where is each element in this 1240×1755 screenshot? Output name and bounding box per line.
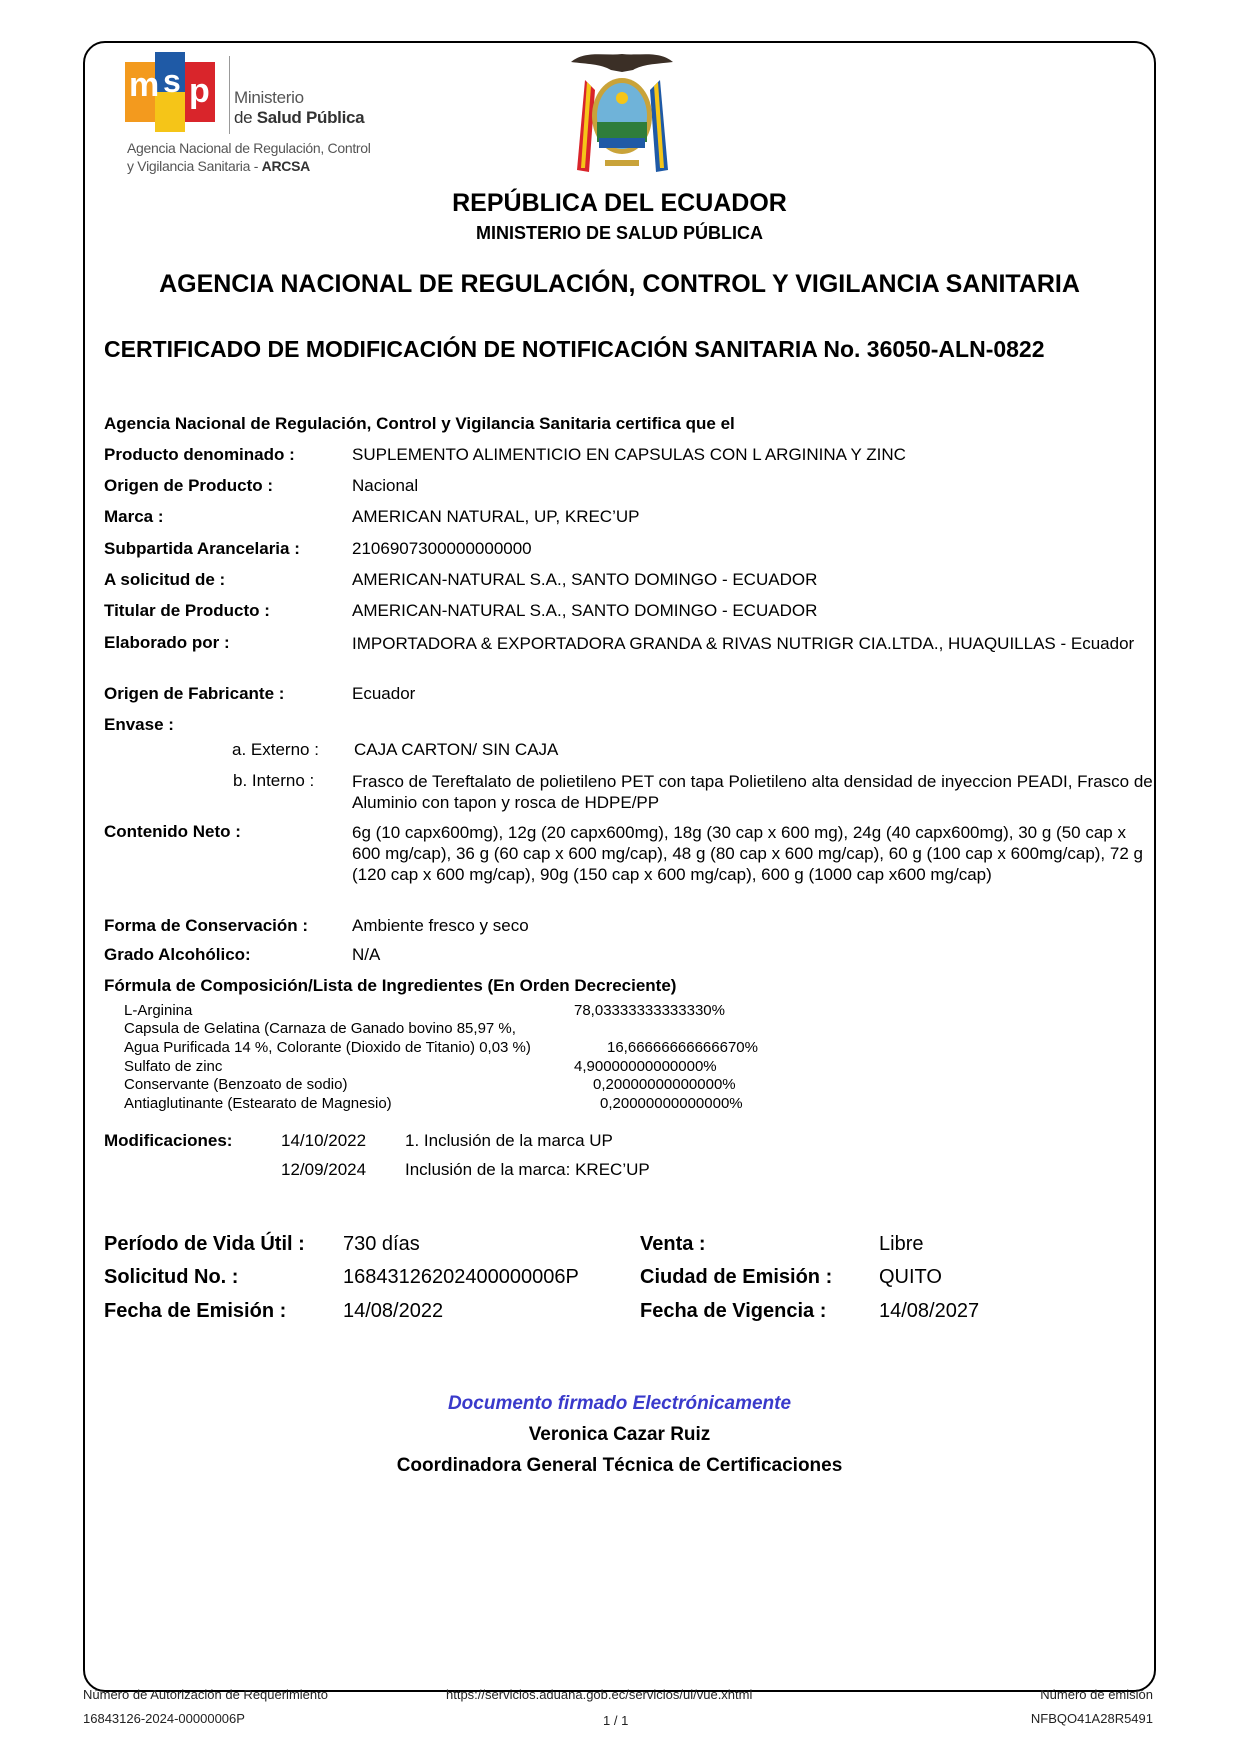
interno-label: b. Interno :: [233, 771, 315, 790]
auth-number-value: 16843126-2024-00000006P: [83, 1711, 245, 1726]
modificacion-date: 14/10/2022: [281, 1131, 367, 1150]
grado-value: N/A: [352, 945, 381, 964]
page-number: 1 / 1: [603, 1713, 629, 1728]
origen-fabricante-value: Ecuador: [352, 684, 416, 703]
solicitud-no-label: Solicitud No. :: [104, 1266, 239, 1288]
interno-value: Frasco de Tereftalato de polietileno PET con tapa Polietileno alta densidad de inyeccion PEADI, Frasco de Aluminio con tapon y rosca de HDPE/PP: [352, 772, 1153, 812]
modificaciones-label: Modificaciones:: [104, 1131, 233, 1150]
ingredient-name: Sulfato de zinc: [124, 1058, 223, 1075]
logo-agency-line2: y Vigilancia Sanitaria - ARCSA: [127, 158, 310, 174]
conservacion-value: Ambiente fresco y seco: [352, 916, 529, 935]
elaborado-value: IMPORTADORA & EXPORTADORA GRANDA & RIVAS NUTRIGR CIA.LTDA., HUAQUILLAS - Ecuador: [352, 634, 1135, 653]
emission-number-label: Número de emisión: [1040, 1687, 1153, 1702]
origen-producto-label: Origen de Producto :: [104, 476, 274, 495]
origen-producto-value: Nacional: [352, 476, 419, 495]
intro-text: Agencia Nacional de Regulación, Control y Vigilancia Sanitaria certifica que el: [104, 414, 735, 433]
ecuador-coat-of-arms-icon: [565, 50, 680, 178]
marca-value: AMERICAN NATURAL, UP, KREC’UP: [352, 507, 640, 526]
modificacion-date: 12/09/2024: [281, 1160, 367, 1179]
subpartida-value: 2106907300000000000: [352, 539, 532, 558]
ingredient-value: 0,20000000000000%: [600, 1095, 743, 1112]
logo-agency-line1: Agencia Nacional de Regulación, Control: [127, 140, 371, 156]
logo-divider: [229, 56, 230, 134]
ingredient-value: 16,66666666666670%: [607, 1039, 758, 1056]
formula-label: Fórmula de Composición/Lista de Ingredientes (En Orden Decreciente): [104, 976, 677, 995]
logo-salud-publica: de Salud Pública: [234, 108, 365, 127]
ingredient-name: Antiaglutinante (Estearato de Magnesio): [124, 1095, 392, 1112]
msp-logo: [125, 52, 385, 180]
externo-value: CAJA CARTON/ SIN CAJA: [354, 740, 559, 759]
modificacion-text: 1. Inclusión de la marca UP: [405, 1131, 613, 1150]
svg-text:p: p: [189, 72, 210, 110]
logo-ministerio: Ministerio: [234, 88, 304, 107]
ingredient-value: 4,90000000000000%: [574, 1058, 717, 1075]
titular-label: Titular de Producto :: [104, 601, 270, 620]
conservacion-label: Forma de Conservación :: [104, 916, 309, 935]
signed-electronically: Documento firmado Electrónicamente: [447, 1393, 792, 1414]
emission-number-value: NFBQO41A28R5491: [1030, 1711, 1153, 1726]
vigencia-value: 14/08/2027: [879, 1300, 980, 1322]
ingredient-value: 78,03333333333330%: [574, 1002, 725, 1019]
signer-title: Coordinadora General Técnica de Certificaciones: [396, 1455, 843, 1476]
certificate-title: CERTIFICADO DE MODIFICACIÓN DE NOTIFICACIÓN SANITARIA No. 36050-ALN-0822: [104, 336, 1045, 362]
externo-label: a. Externo :: [232, 740, 319, 759]
venta-label: Venta :: [640, 1233, 706, 1255]
vigencia-label: Fecha de Vigencia :: [640, 1300, 827, 1322]
subpartida-label: Subpartida Arancelaria :: [104, 539, 300, 558]
vida-util-value: 730 días: [343, 1233, 420, 1255]
ingredient-name: Capsula de Gelatina (Carnaza de Ganado bovino 85,97 %,: [124, 1020, 516, 1037]
ingredient-name: Conservante (Benzoato de sodio): [124, 1076, 348, 1093]
solicitud-label: A solicitud de :: [104, 570, 226, 589]
svg-text:m: m: [129, 66, 160, 104]
producto-value: SUPLEMENTO ALIMENTICIO EN CAPSULAS CON L ARGININA Y ZINC: [352, 445, 906, 464]
republic-title: REPÚBLICA DEL ECUADOR: [452, 189, 787, 217]
agency-title: AGENCIA NACIONAL DE REGULACIÓN, CONTROL Y VIGILANCIA SANITARIA: [159, 270, 1080, 298]
ingredient-name: L-Arginina: [124, 1002, 193, 1019]
origen-fabricante-label: Origen de Fabricante :: [104, 684, 285, 703]
svg-text:s: s: [163, 63, 181, 99]
titular-value: AMERICAN-NATURAL S.A., SANTO DOMINGO - ECUADOR: [352, 601, 818, 620]
contenido-value: 6g (10 capx600mg), 12g (20 capx600mg), 18g (30 cap x 600 mg), 24g (40 capx600mg), 30 g (50 cap x 600 mg/cap), 36 g (60 cap x 600 mg/cap), 48 g (80 cap x 600 mg/cap), 60 g (100 cap x 600mg/cap), 72 g (120 cap x 600 mg/cap), 90g (150 cap x 600 mg/cap), 600 g (1000 cap x600 mg/cap): [352, 823, 1143, 884]
ingredient-value: 0,20000000000000%: [593, 1076, 736, 1093]
vida-util-label: Período de Vida Útil :: [104, 1233, 305, 1255]
footer-url[interactable]: https://servicios.aduana.gob.ec/servicios/ui/vue.xhtml: [446, 1687, 753, 1702]
elaborado-label: Elaborado por :: [104, 633, 230, 652]
venta-value: Libre: [879, 1233, 924, 1255]
fecha-emision-value: 14/08/2022: [343, 1300, 444, 1322]
fecha-emision-label: Fecha de Emisión :: [104, 1300, 287, 1322]
modificacion-text: Inclusión de la marca: KREC’UP: [405, 1160, 650, 1179]
ingredient-name: Agua Purificada 14 %, Colorante (Dioxido de Titanio) 0,03 %): [124, 1039, 531, 1056]
solicitud-no-value: 16843126202400000006P: [343, 1266, 579, 1288]
envase-label: Envase :: [104, 715, 174, 734]
msp-logo-mark: [125, 52, 222, 132]
ciudad-label: Ciudad de Emisión :: [640, 1266, 833, 1288]
producto-label: Producto denominado :: [104, 445, 295, 464]
ciudad-value: QUITO: [879, 1266, 942, 1288]
ministry-title: MINISTERIO DE SALUD PÚBLICA: [475, 223, 763, 243]
signer-name: Veronica Cazar Ruiz: [528, 1424, 711, 1445]
grado-label: Grado Alcohólico:: [104, 945, 251, 964]
contenido-label: Contenido Neto :: [104, 822, 241, 841]
auth-number-label: Número de Autorización de Requerimiento: [83, 1687, 328, 1702]
solicitud-value: AMERICAN-NATURAL S.A., SANTO DOMINGO - ECUADOR: [352, 570, 818, 589]
marca-label: Marca :: [104, 507, 164, 526]
